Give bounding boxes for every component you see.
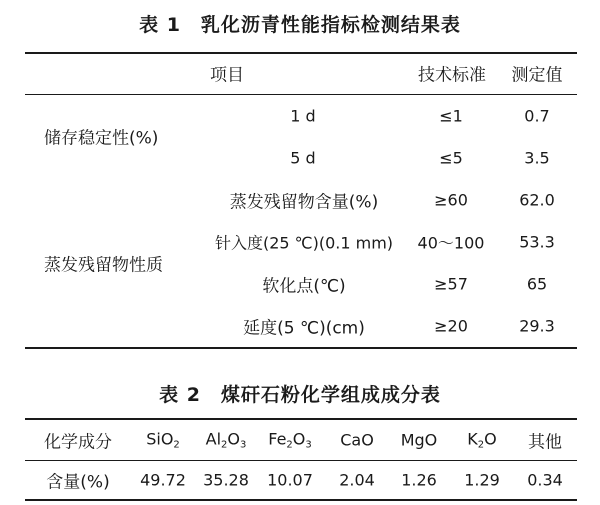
table1-row-value: 3.5: [524, 148, 550, 168]
table2-header-mgo: MgO: [400, 430, 438, 450]
table2-header-cao: CaO: [340, 430, 374, 450]
table1-top-rule: [25, 52, 577, 54]
table1-row-standard: ≥60: [434, 190, 468, 210]
table2-bottom-rule: [25, 499, 577, 501]
table2-header-k2o: $K_2O$: [467, 429, 497, 451]
table1-row-value: 0.7: [524, 106, 550, 126]
table1-row-sub: 蒸发残留物含量(%): [229, 192, 379, 213]
table1-row-value: 65: [526, 274, 548, 294]
table1-header-value: 测定值: [511, 65, 563, 86]
table1-row-standard: ≥57: [434, 274, 468, 294]
table2-title: 表 2 煤矸石粉化学组成成分表: [159, 384, 441, 406]
table1-row-standard: ≤5: [439, 148, 463, 168]
table1-row-value: 53.3: [519, 232, 555, 252]
table1-row-standard: ≥20: [434, 316, 468, 336]
table2-header-sio2: SiO$_2$: [146, 429, 180, 451]
table1-row-value: 29.3: [519, 316, 555, 336]
table2-top-rule: [25, 418, 577, 420]
table1-title: 表 1 乳化沥青性能指标检测结果表: [139, 14, 461, 36]
table2-header-other: 其他: [528, 432, 562, 453]
table1-row-value: 62.0: [519, 190, 555, 210]
table1-row-standard: ≤1: [439, 106, 463, 126]
table1-row-standard: 40～100: [417, 233, 485, 253]
table1-row-sub: 延度(5 ℃)(cm): [243, 318, 365, 339]
table1-row-sub: 1 d: [290, 106, 316, 126]
table1-header-rule: [25, 94, 577, 95]
table1-header-standard: 技术标准: [418, 65, 486, 86]
table2-value-k2o: 1.29: [464, 470, 500, 490]
table2-header-al2o3: $Al_2O_3$: [205, 429, 247, 451]
table1-row-sub: 针入度(25 ℃)(0.1 mm): [214, 233, 394, 253]
table2-value-fe2o3: 10.07: [267, 470, 313, 490]
table1-row-sub: 5 d: [290, 148, 316, 168]
table1-group-residue: 蒸发残留物性质: [44, 255, 163, 276]
table1-bottom-rule: [25, 347, 577, 349]
table2-value-cao: 2.04: [339, 470, 375, 490]
table1-group-storage: 储存稳定性(%): [44, 128, 159, 149]
table2-value-al2o3: 35.28: [203, 470, 249, 490]
table2-header-component: 化学成分: [44, 432, 112, 453]
table2-value-other: 0.34: [527, 470, 563, 490]
table2-header-fe2o3: $Fe_2O_3$: [268, 429, 312, 451]
table1-row-sub: 软化点(℃): [262, 276, 346, 297]
table2-header-rule: [25, 460, 577, 461]
table2-row-label: 含量(%): [46, 472, 110, 493]
table1-header-item: 项目: [210, 65, 244, 86]
table2-value-mgo: 1.26: [401, 470, 437, 490]
table2-value-sio2: 49.72: [140, 470, 186, 490]
